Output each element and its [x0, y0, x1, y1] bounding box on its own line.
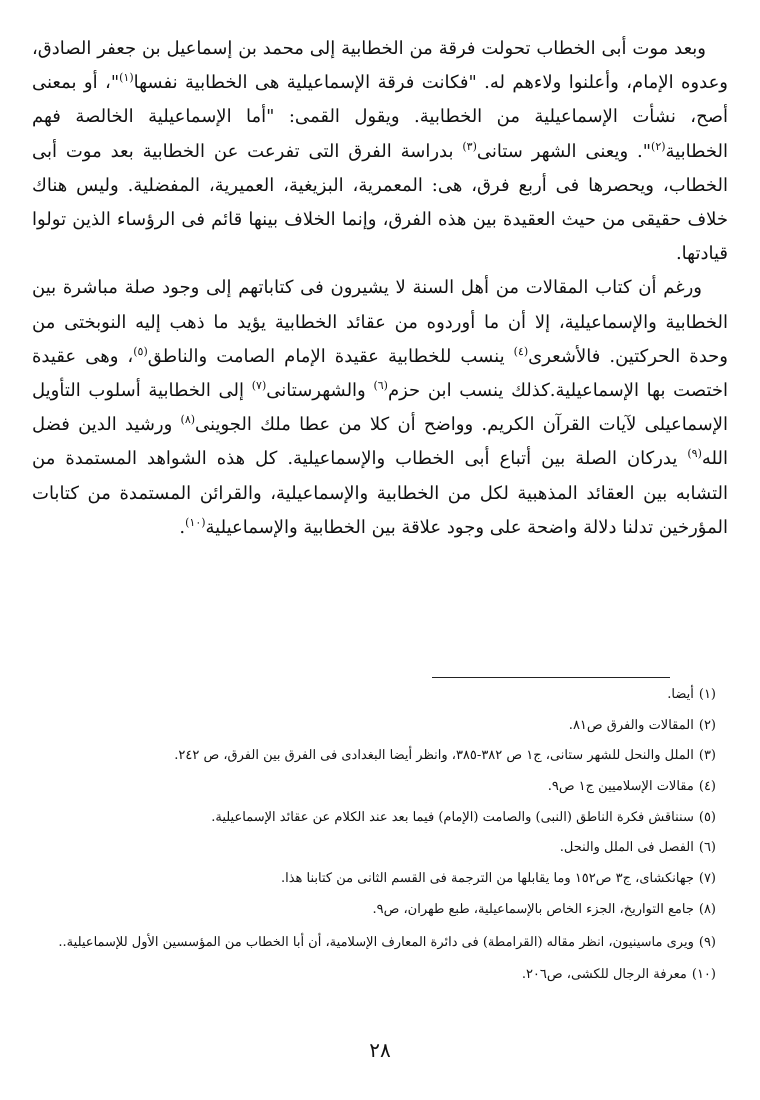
- footnote-reference: (٩): [687, 447, 702, 461]
- footnotes: [32, 684, 724, 995]
- footnote-reference: (٨): [180, 413, 196, 427]
- footnote-text: الملل والنحل للشهر ستانى، ج١ ص ٣٨٢-٣٨٥، وانظر أيضا البغدادى فى الفرق بين الفرق، ص ٢٤٢.: [174, 748, 694, 764]
- footnote-reference: (١٠): [185, 515, 206, 529]
- footnote-text: جهانكشاى، ج٣ ص١٥٢ وما يقابلها من الترجمة فى القسم الثانى من كتابنا هذا.: [280, 871, 694, 887]
- footnote-6: [32, 837, 724, 859]
- footnote-10: [32, 964, 724, 986]
- text-run: يدركان الصلة بين أتباع أبى الخطاب والإسماعيلية. كل هذه الشواهد المستمدة من التشابه بين العقائد المذهبية لكل من الخطابية والإسماعيلية، والقرائن المستمدة من كتابات المؤرخين تدلنا دلالة واضحة على وجود علاقة بين الخطابية والإسماعيلية: [32, 448, 728, 538]
- footnote-number: (٤): [698, 779, 716, 795]
- paragraph-1: [32, 32, 728, 271]
- text-run: ينسب للخطابية عقيدة الإمام الصامت والناطق: [147, 345, 514, 367]
- footnote-text: المقالات والفرق ص٨١.: [568, 717, 694, 733]
- footnote-text: سنناقش فكرة الناطق (النبى) والصامت (الإمام) فيما بعد عند الكلام عن عقائد الإسماعيلية.: [211, 809, 694, 825]
- footnote-4: [32, 776, 724, 798]
- footnote-text: ويرى ماسينيون، انظر مقاله (القرامطة) فى دائرة المعارف الإسلامية، أن أبا الخطاب من المؤسسين الأول للإسماعيلية..: [58, 934, 694, 950]
- footnote-9: [32, 930, 724, 956]
- footnote-reference: (١): [119, 71, 134, 85]
- footnote-text: الفصل فى الملل والنحل.: [559, 840, 694, 856]
- footnote-2: [32, 715, 724, 737]
- text-run: ورشيد الدين فضل الله: [32, 414, 728, 470]
- page-number: ٢٨: [369, 1038, 391, 1062]
- paragraph-2: [32, 271, 728, 545]
- footnote-number: (١): [698, 687, 716, 702]
- footnote-7: [32, 868, 724, 890]
- footnote-3: [32, 745, 724, 767]
- footnote-number: (٢): [698, 717, 716, 733]
- footnote-text: أيضا.: [667, 687, 694, 702]
- footnote-text: معرفة الرجال للكشى، ص٢٠٦.: [521, 967, 687, 983]
- footnote-number: (٣): [698, 748, 716, 764]
- footnote-number: (٥): [698, 809, 716, 825]
- footnote-separator: [432, 677, 670, 678]
- text-run: ورغم أن كتاب المقالات من أهل السنة لا يشيرون فى كتاباتهم إلى وجود صلة مباشرة بين الخطابية والإسماعيلية، إلا أن ما أوردوه من عقائد الخطابية يؤيد ما ذهب إليه النوبختى من وحدة الحركتين. فالأشعرى: [32, 277, 728, 367]
- footnote-number: (٦): [698, 840, 716, 856]
- footnote-reference: (٣): [462, 139, 477, 153]
- text-run: "، أو بمعنى أصح، نشأت الإسماعيلية من الخطابية. ويقول القمى: "أما الإسماعيلية الخالصة فهم الخطابية: [32, 72, 728, 162]
- text-run: ". ويعنى الشهر ستانى: [476, 140, 652, 162]
- footnote-number: (٩): [698, 934, 716, 950]
- footnote-number: (٧): [698, 871, 716, 887]
- footnote-reference: (٢): [651, 139, 666, 153]
- footnote-text: مقالات الإسلاميين ج١ ص٩.: [547, 779, 694, 795]
- text-run: وبعد موت أبى الخطاب تحولت فرقة من الخطابية إلى محمد بن إسماعيل بن جعفر الصادق، وعدوه الإمام، وأعلنوا ولاءهم له. "فكانت فرقة الإسماعيلية هى الخطابية نفسها: [32, 38, 728, 94]
- footnote-reference: (٧): [251, 379, 267, 393]
- text-run: ، وهى عقيدة اختصت بها الإسماعيلية.كذلك ينسب ابن حزم: [32, 345, 728, 402]
- footnote-number: (٨): [698, 901, 716, 917]
- text-run: .: [179, 516, 186, 538]
- footnote-5: [32, 807, 724, 829]
- footnote-1: [32, 684, 724, 706]
- footnote-text: جامع التواريخ، الجزء الخاص بالإسماعيلية، طبع طهران، ص٩.: [372, 901, 694, 917]
- footnote-reference: (٦): [373, 379, 388, 393]
- footnote-reference: (٥): [133, 344, 148, 358]
- footnote-number: (١٠): [691, 967, 716, 983]
- main-text: [32, 32, 728, 545]
- text-run: إلى الخطابية أسلوب التأويل الإسماعيلى لآيات القرآن الكريم. وواضح أن كلا من عطا ملك الجوينى: [32, 380, 728, 436]
- footnote-8: [32, 899, 724, 921]
- text-run: بدراسة الفرق التى تفرعت عن الخطابية بعد موت أبى الخطاب، ويحصرها فى أربع فرق، هى: المعمرية، البزيغية، العميرية، المفضلية. وليس هناك خلاف حقيقى من حيث العقيدة بين هذه الفرق، وإنما الخلاف بينها قائم فى الرؤساء الذين تولوا قيادتها.: [32, 140, 728, 265]
- footnote-reference: (٤): [513, 344, 529, 358]
- text-run: والشهرستانى: [266, 380, 374, 402]
